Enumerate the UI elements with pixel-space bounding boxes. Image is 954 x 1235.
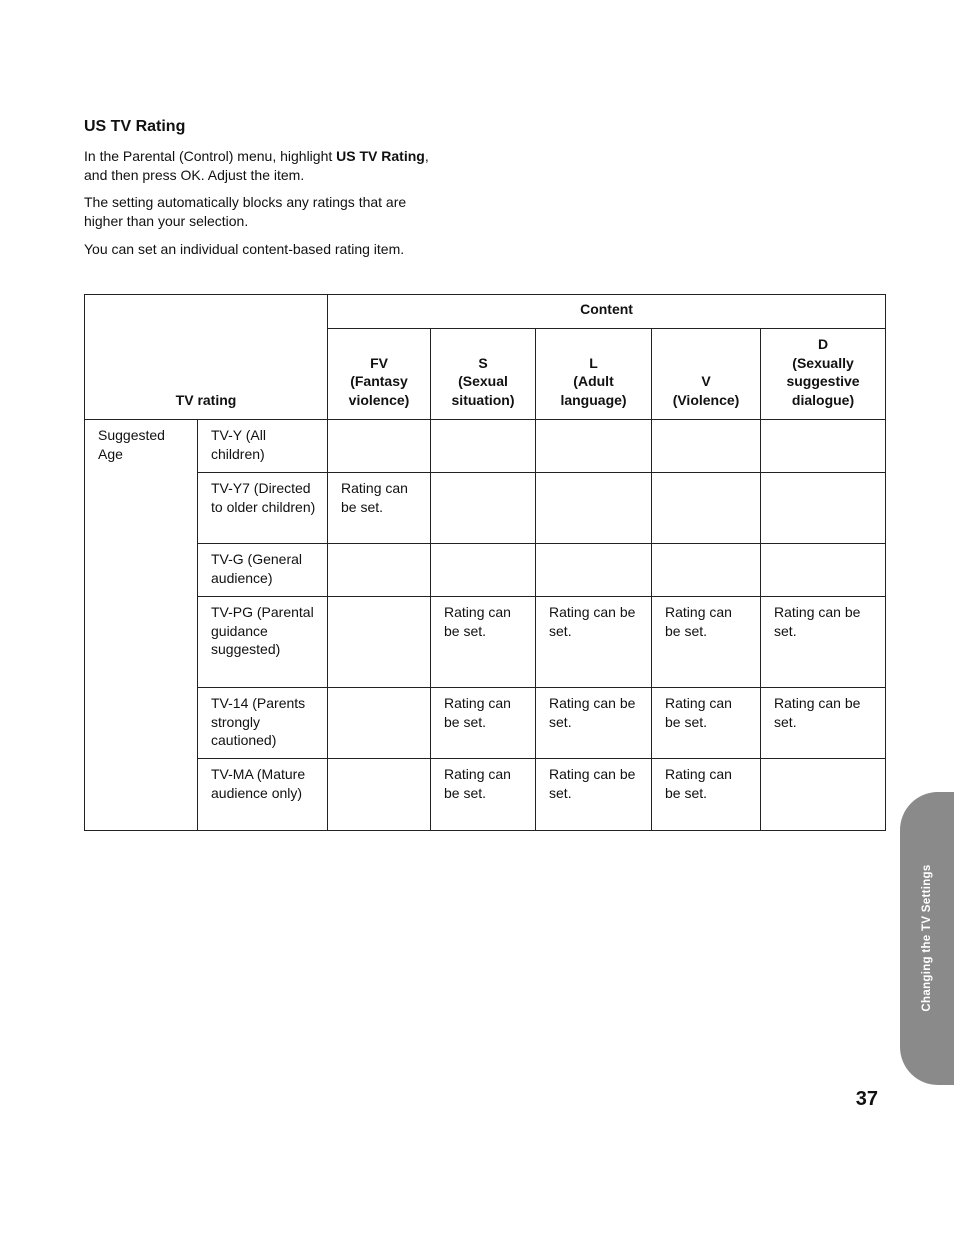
rating-cell (761, 473, 886, 544)
column-desc: (Violence) (672, 391, 740, 408)
column-code: S (478, 354, 488, 371)
rating-cell: Rating can be set. (652, 688, 761, 759)
column-desc: situation) (451, 391, 515, 408)
rating-cell (328, 420, 431, 473)
rating-cell: Rating can be set. (431, 688, 536, 759)
suggested-age-label: Suggested Age (85, 420, 198, 831)
rating-cell (652, 544, 761, 597)
page-number: 37 (855, 1088, 878, 1110)
rating-label: TV-G (General audience) (198, 544, 328, 597)
rating-label: TV-Y (All children) (198, 420, 328, 473)
rating-cell (761, 759, 886, 831)
content-rating-paragraph: You can set an individual content-based rating item. (84, 241, 405, 257)
table-row (85, 688, 886, 759)
column-code: FV (370, 354, 388, 371)
column-header-s (431, 329, 536, 420)
rating-cell (652, 473, 761, 544)
rating-cell: Rating can be set. (431, 597, 536, 688)
rating-cell (761, 544, 886, 597)
intro-paragraph (84, 147, 444, 185)
table-row (85, 544, 886, 597)
column-desc: language) (560, 391, 627, 408)
rating-cell: Rating can be set. (652, 759, 761, 831)
table-row (85, 420, 886, 473)
section-title: US TV Rating (84, 118, 186, 135)
rating-cell (431, 473, 536, 544)
rating-cell (536, 473, 652, 544)
rating-cell: Rating can be set. (652, 597, 761, 688)
column-desc: (Adult (573, 373, 614, 389)
column-desc: violence) (348, 391, 410, 408)
rating-label: TV-14 (Parents strongly cautioned) (198, 688, 328, 759)
table-row (85, 473, 886, 544)
column-header-fv (328, 329, 431, 420)
column-desc: (Sexual (458, 373, 508, 389)
rating-cell: Rating can be set. (328, 473, 431, 544)
intro-highlight: US TV Rating (336, 148, 425, 164)
rating-label: TV-MA (Mature audience only) (198, 759, 328, 831)
column-header-d (761, 329, 886, 420)
rating-cell: Rating can be set. (536, 759, 652, 831)
rating-cell (328, 544, 431, 597)
rating-cell (536, 420, 652, 473)
blocking-paragraph: The setting automatically blocks any ratings that are higher than your selection. (84, 194, 407, 229)
table-row (85, 597, 886, 688)
rating-cell (652, 420, 761, 473)
column-code: D (817, 336, 829, 352)
rating-label: TV-Y7 (Directed to older children) (198, 473, 328, 544)
table-row (85, 759, 886, 831)
rating-cell (328, 759, 431, 831)
rating-cell: Rating can be set. (761, 597, 886, 688)
us-tv-rating-table (84, 294, 886, 831)
intro-text-end: , and then press OK. Adjust the item. (84, 148, 429, 183)
column-code: L (589, 354, 598, 371)
rating-cell: Rating can be set. (536, 597, 652, 688)
rating-cell: Rating can be set. (431, 759, 536, 831)
column-desc: suggestive dialogue) (786, 373, 860, 408)
rating-cell (431, 544, 536, 597)
rating-cell (536, 544, 652, 597)
column-desc: (Sexually (792, 354, 854, 371)
content-header: Content (328, 295, 886, 329)
rating-cell (328, 688, 431, 759)
rating-label: TV-PG (Parental guidance suggested) (198, 597, 328, 688)
rating-cell (431, 420, 536, 473)
rating-cell (761, 420, 886, 473)
column-header-v (652, 329, 761, 420)
column-code: V (701, 373, 711, 389)
column-header-l (536, 329, 652, 420)
tv-rating-header: TV rating (85, 295, 328, 420)
rating-cell (328, 597, 431, 688)
rating-cell: Rating can be set. (761, 688, 886, 759)
chapter-tab-label: Changing the TV Settings (921, 864, 933, 1012)
intro-text-start: In the Parental (Control) menu, highlight (84, 148, 337, 164)
column-desc: (Fantasy (350, 373, 408, 389)
rating-cell: Rating can be set. (536, 688, 652, 759)
